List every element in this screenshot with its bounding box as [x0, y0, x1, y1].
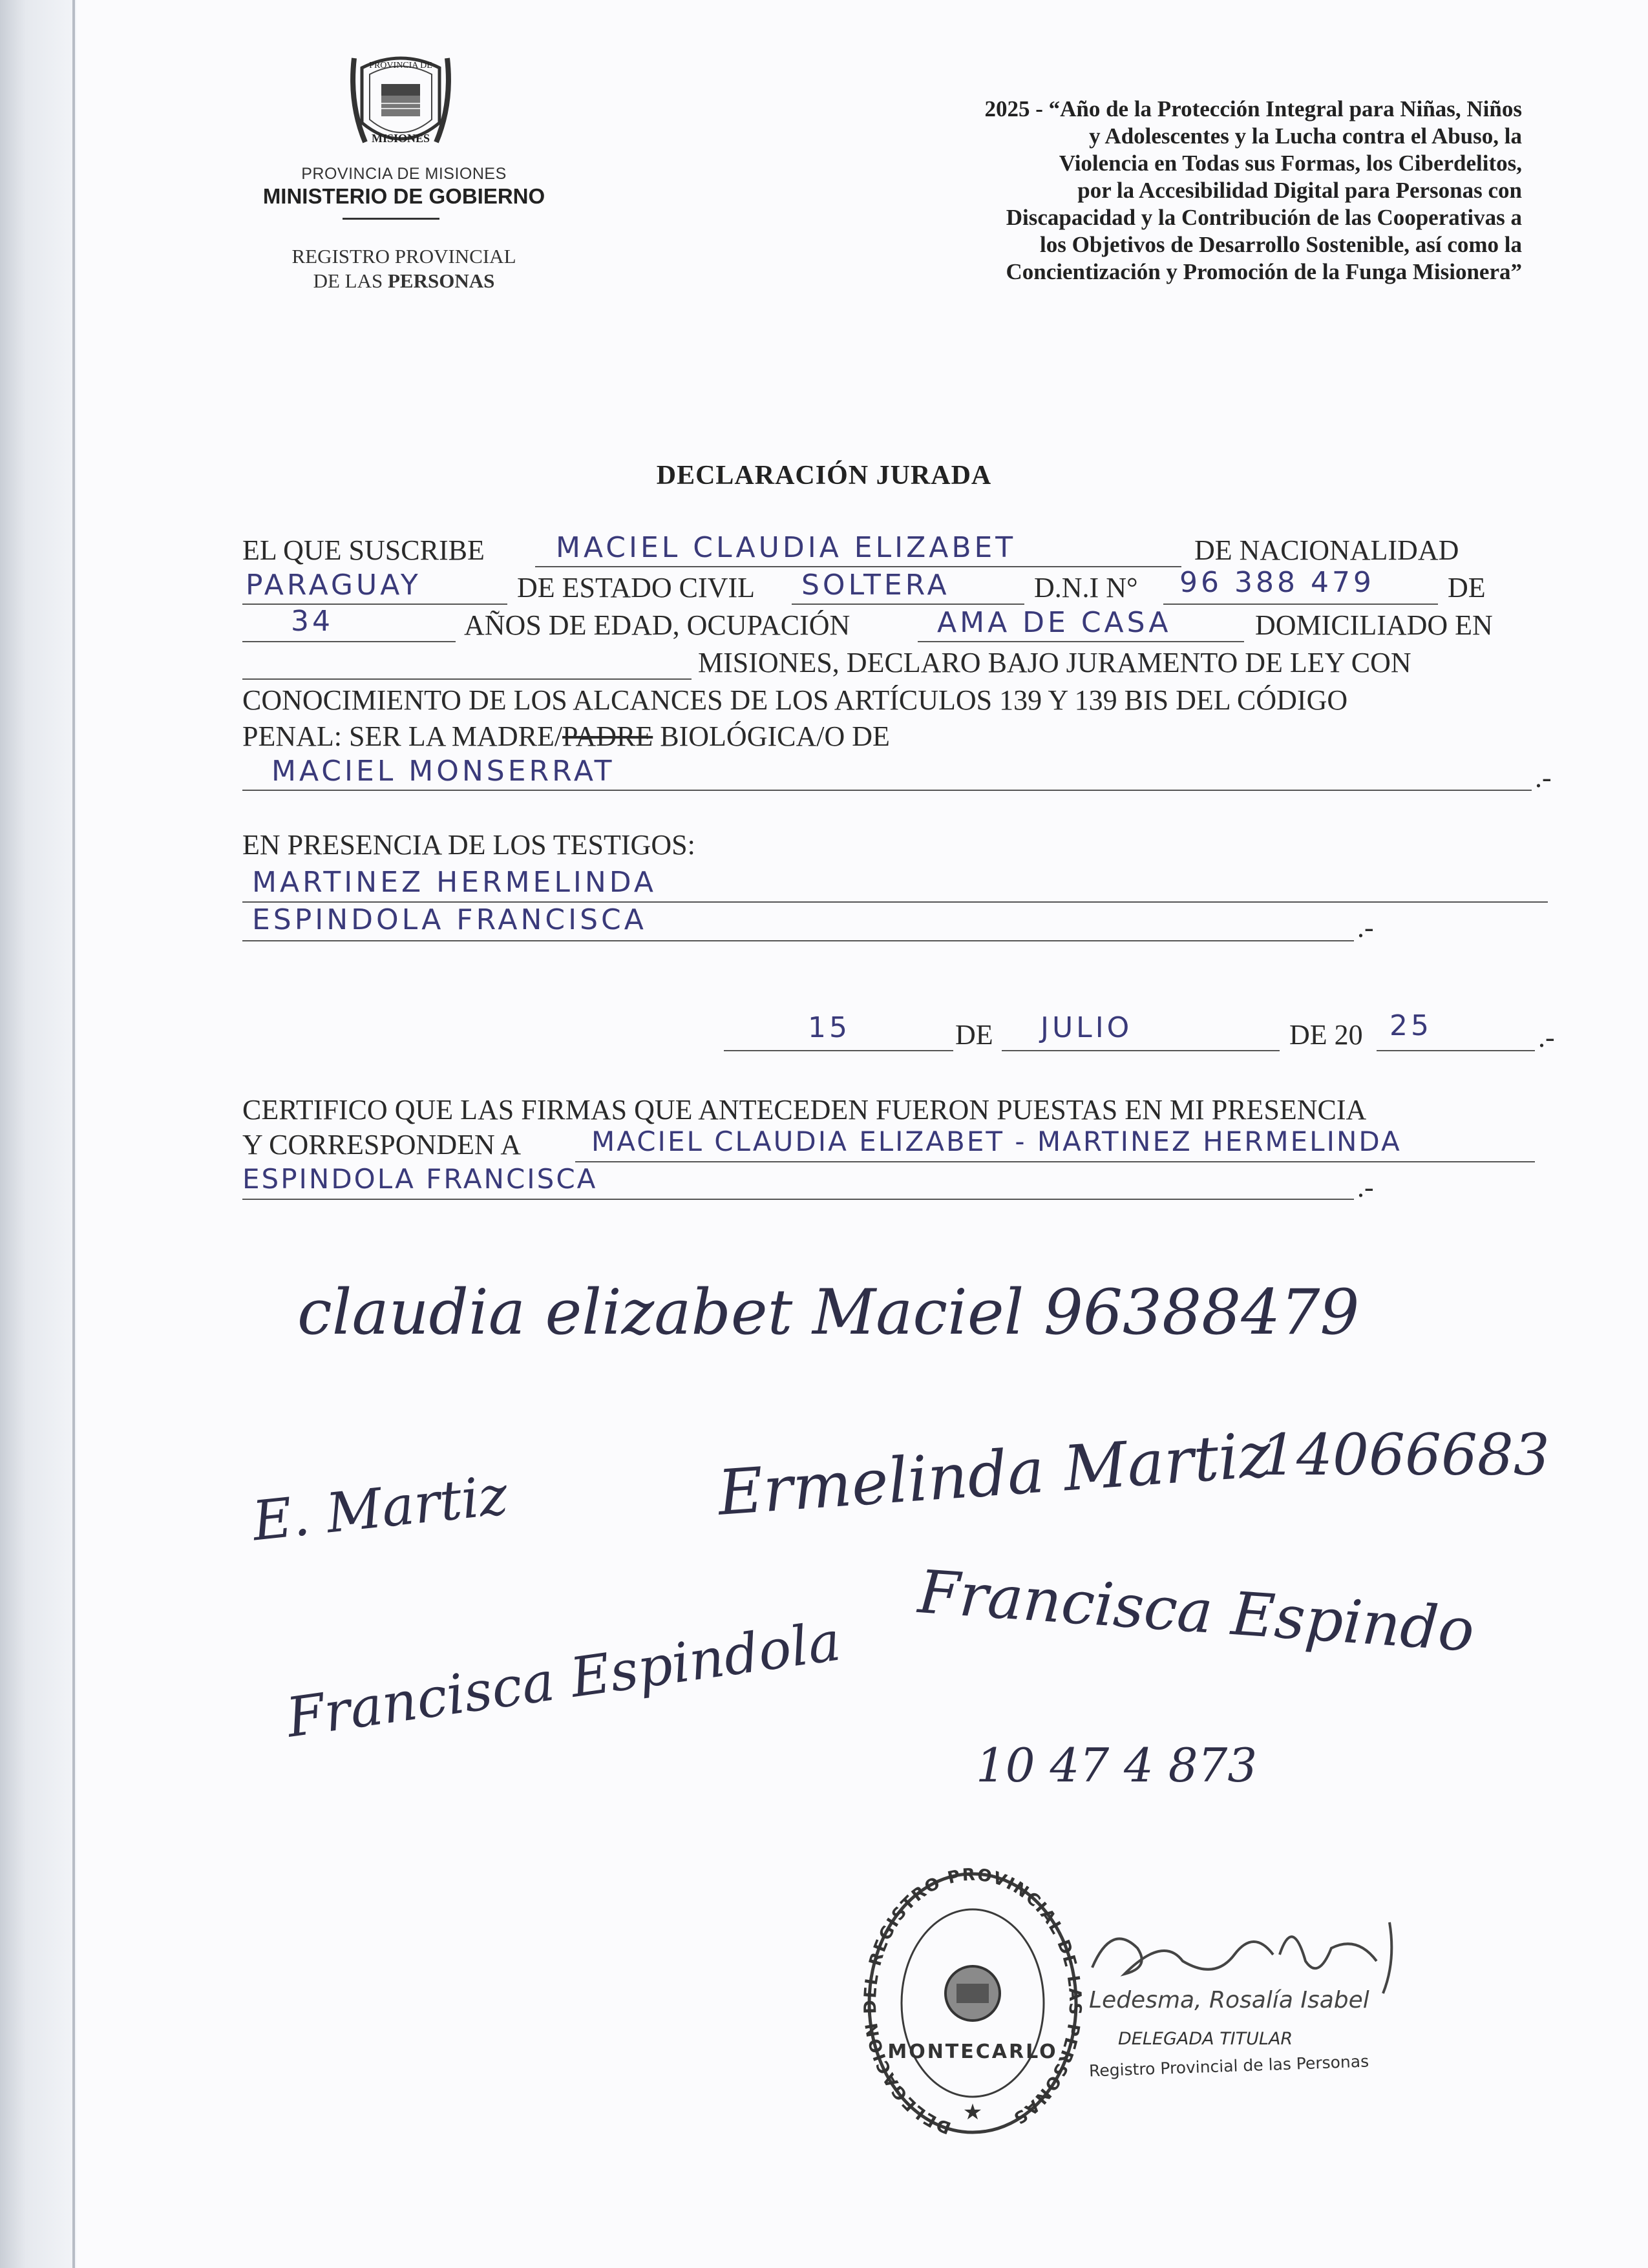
label-nacionalidad: DE NACIONALIDAD: [1194, 534, 1459, 566]
blank-child-name: [242, 790, 1532, 791]
label-dni: D.N.I N°: [1034, 572, 1138, 604]
label-testigos: EN PRESENCIA DE LOS TESTIGOS:: [242, 829, 695, 861]
year-motto: [698, 96, 1522, 286]
handwritten-day: 15: [808, 1011, 850, 1044]
blank-civil-status: [792, 604, 1024, 605]
blank-witness-2: [242, 940, 1354, 941]
motto-line: y Adolescentes y la Lucha contra el Abuso, la: [1089, 123, 1522, 149]
official-role: DELEGADA TITULAR: [1118, 2029, 1293, 2049]
province-name: PROVINCIA DE MISIONES: [301, 165, 507, 183]
motto-line: 2025 - “Año de la Protección Integral para Niñas, Niños: [984, 96, 1522, 121]
witness1-dni-number: 14066683: [1260, 1422, 1550, 1488]
signature-francisca-right: Francisca Espindo: [916, 1557, 1477, 1665]
province-seal-logo: [336, 45, 465, 162]
registry-line-2: DE LAS PERSONAS: [313, 269, 495, 292]
handwritten-occupation: AMA DE CASA: [937, 606, 1172, 639]
registry-line-1: REGISTRO PROVINCIAL: [291, 245, 516, 268]
label-edad-ocupacion: AÑOS DE EDAD, OCUPACIÓN: [464, 609, 850, 641]
blank-name: [535, 566, 1181, 567]
motto-line: Discapacidad y la Contribución de las Cooperativas a: [1006, 205, 1522, 230]
ministry-name: MINISTERIO DE GOBIERNO: [262, 184, 545, 208]
handwritten-nationality: PARAGUAY: [246, 569, 421, 602]
motto-line: Concientización y Promoción de la Funga Misionera”: [1006, 259, 1522, 284]
logo-text-bottom: MISIONES: [371, 132, 430, 145]
svg-text:★: ★: [962, 2099, 983, 2125]
handwritten-year: 25: [1389, 1009, 1432, 1042]
blank-month: [1002, 1050, 1280, 1051]
handwritten-child-name: MACIEL MONSERRAT: [271, 755, 615, 788]
handwritten-cert-names-1: MACIEL CLAUDIA ELIZABET - MARTINEZ HERMELINDA: [591, 1126, 1402, 1157]
blank-occupation: [918, 641, 1244, 642]
signature-ermelinda: Ermelinda Martiz: [715, 1418, 1274, 1529]
label-conocimiento: CONOCIMIENTO DE LOS ALCANCES DE LOS ARTÍCULOS 139 Y 139 BIS DEL CÓDIGO: [242, 684, 1348, 716]
date-end-mark: .-: [1538, 1022, 1555, 1053]
witnesses-end-mark: .-: [1357, 912, 1374, 943]
ministry-rule: [343, 218, 439, 220]
label-de: DE: [1448, 572, 1486, 604]
handwritten-dni: 96 388 479: [1179, 566, 1375, 599]
blank-witness-1: [242, 901, 1548, 903]
signature-e-martiz: E. Martiz: [249, 1463, 511, 1553]
label-estado-civil: DE ESTADO CIVIL: [517, 572, 755, 604]
handwritten-witness-1: MARTINEZ HERMELINDA: [252, 866, 657, 899]
motto-line: los Objetivos de Desarrollo Sostenible, así como la: [1040, 232, 1522, 257]
official-name: Ledesma, Rosalía Isabel: [1089, 1987, 1369, 2013]
handwritten-witness-2: ESPINDOLA FRANCISCA: [252, 903, 647, 936]
handwritten-cert-names-2: ESPINDOLA FRANCISCA: [242, 1163, 598, 1195]
blank-year: [1377, 1050, 1535, 1051]
blank-cert-names-2: [242, 1199, 1354, 1200]
blank-day: [724, 1050, 953, 1051]
handwritten-civil-status: SOLTERA: [801, 569, 950, 602]
blank-cert-names-1: [575, 1161, 1535, 1162]
label-date-de-1: DE: [955, 1019, 993, 1051]
cert-end-mark: .-: [1357, 1171, 1374, 1203]
handwritten-month: JULIO: [1041, 1011, 1133, 1044]
stamp-city: MONTECARLO: [887, 2041, 1058, 2063]
scan-page-edge-line: [72, 0, 75, 2268]
registry-delegation-stamp: [860, 1864, 1086, 2148]
cert-text-line-1: CERTIFICO QUE LAS FIRMAS QUE ANTECEDEN FUERON PUESTAS EN MI PRESENCIA: [242, 1094, 1367, 1126]
struck-padre: PADRE: [562, 720, 653, 752]
label-misiones-declaro: MISIONES, DECLARO BAJO JURAMENTO DE LEY CON: [698, 647, 1411, 678]
blank-dni: [1163, 604, 1438, 605]
scan-page-edge: [0, 0, 76, 2268]
handwritten-name: MACIEL CLAUDIA ELIZABET: [556, 531, 1017, 564]
signature-francisca-left: Francisca Espindola: [282, 1609, 845, 1750]
label-domiciliado: DOMICILIADO EN: [1255, 609, 1493, 641]
label-penal: PENAL: SER LA MADRE/PADRE BIOLÓGICA/O DE: [242, 720, 890, 752]
document-title: DECLARACIÓN JURADA: [656, 461, 992, 490]
witness2-dni-number: 10 47 4 873: [976, 1738, 1258, 1792]
label-suscribe: EL QUE SUSCRIBE: [242, 534, 485, 566]
blank-nationality: [242, 604, 507, 605]
cert-text-line-2: Y CORRESPONDEN A: [242, 1129, 522, 1160]
signature-claudia: claudia elizabet Maciel 96388479: [297, 1276, 1360, 1349]
motto-line: Violencia en Todas sus Formas, los Ciberdelitos,: [1059, 151, 1522, 176]
stamp-ring-text: DELEGACION DEL REGISTRO PROVINCIAL DE LAS PERSONAS: [860, 1865, 1085, 2137]
label-date-de-2: DE 20: [1289, 1019, 1363, 1051]
official-registry: Registro Provincial de las Personas: [1088, 2052, 1369, 2081]
blank-address: [242, 678, 692, 680]
logo-text-top: PROVINCIA DE: [369, 61, 432, 70]
line-end-mark: .-: [1535, 762, 1552, 793]
motto-line: por la Accesibilidad Digital para Personas con: [1077, 178, 1522, 203]
blank-age: [242, 641, 456, 642]
handwritten-age: 34: [291, 605, 333, 638]
registry-name: [242, 244, 565, 293]
